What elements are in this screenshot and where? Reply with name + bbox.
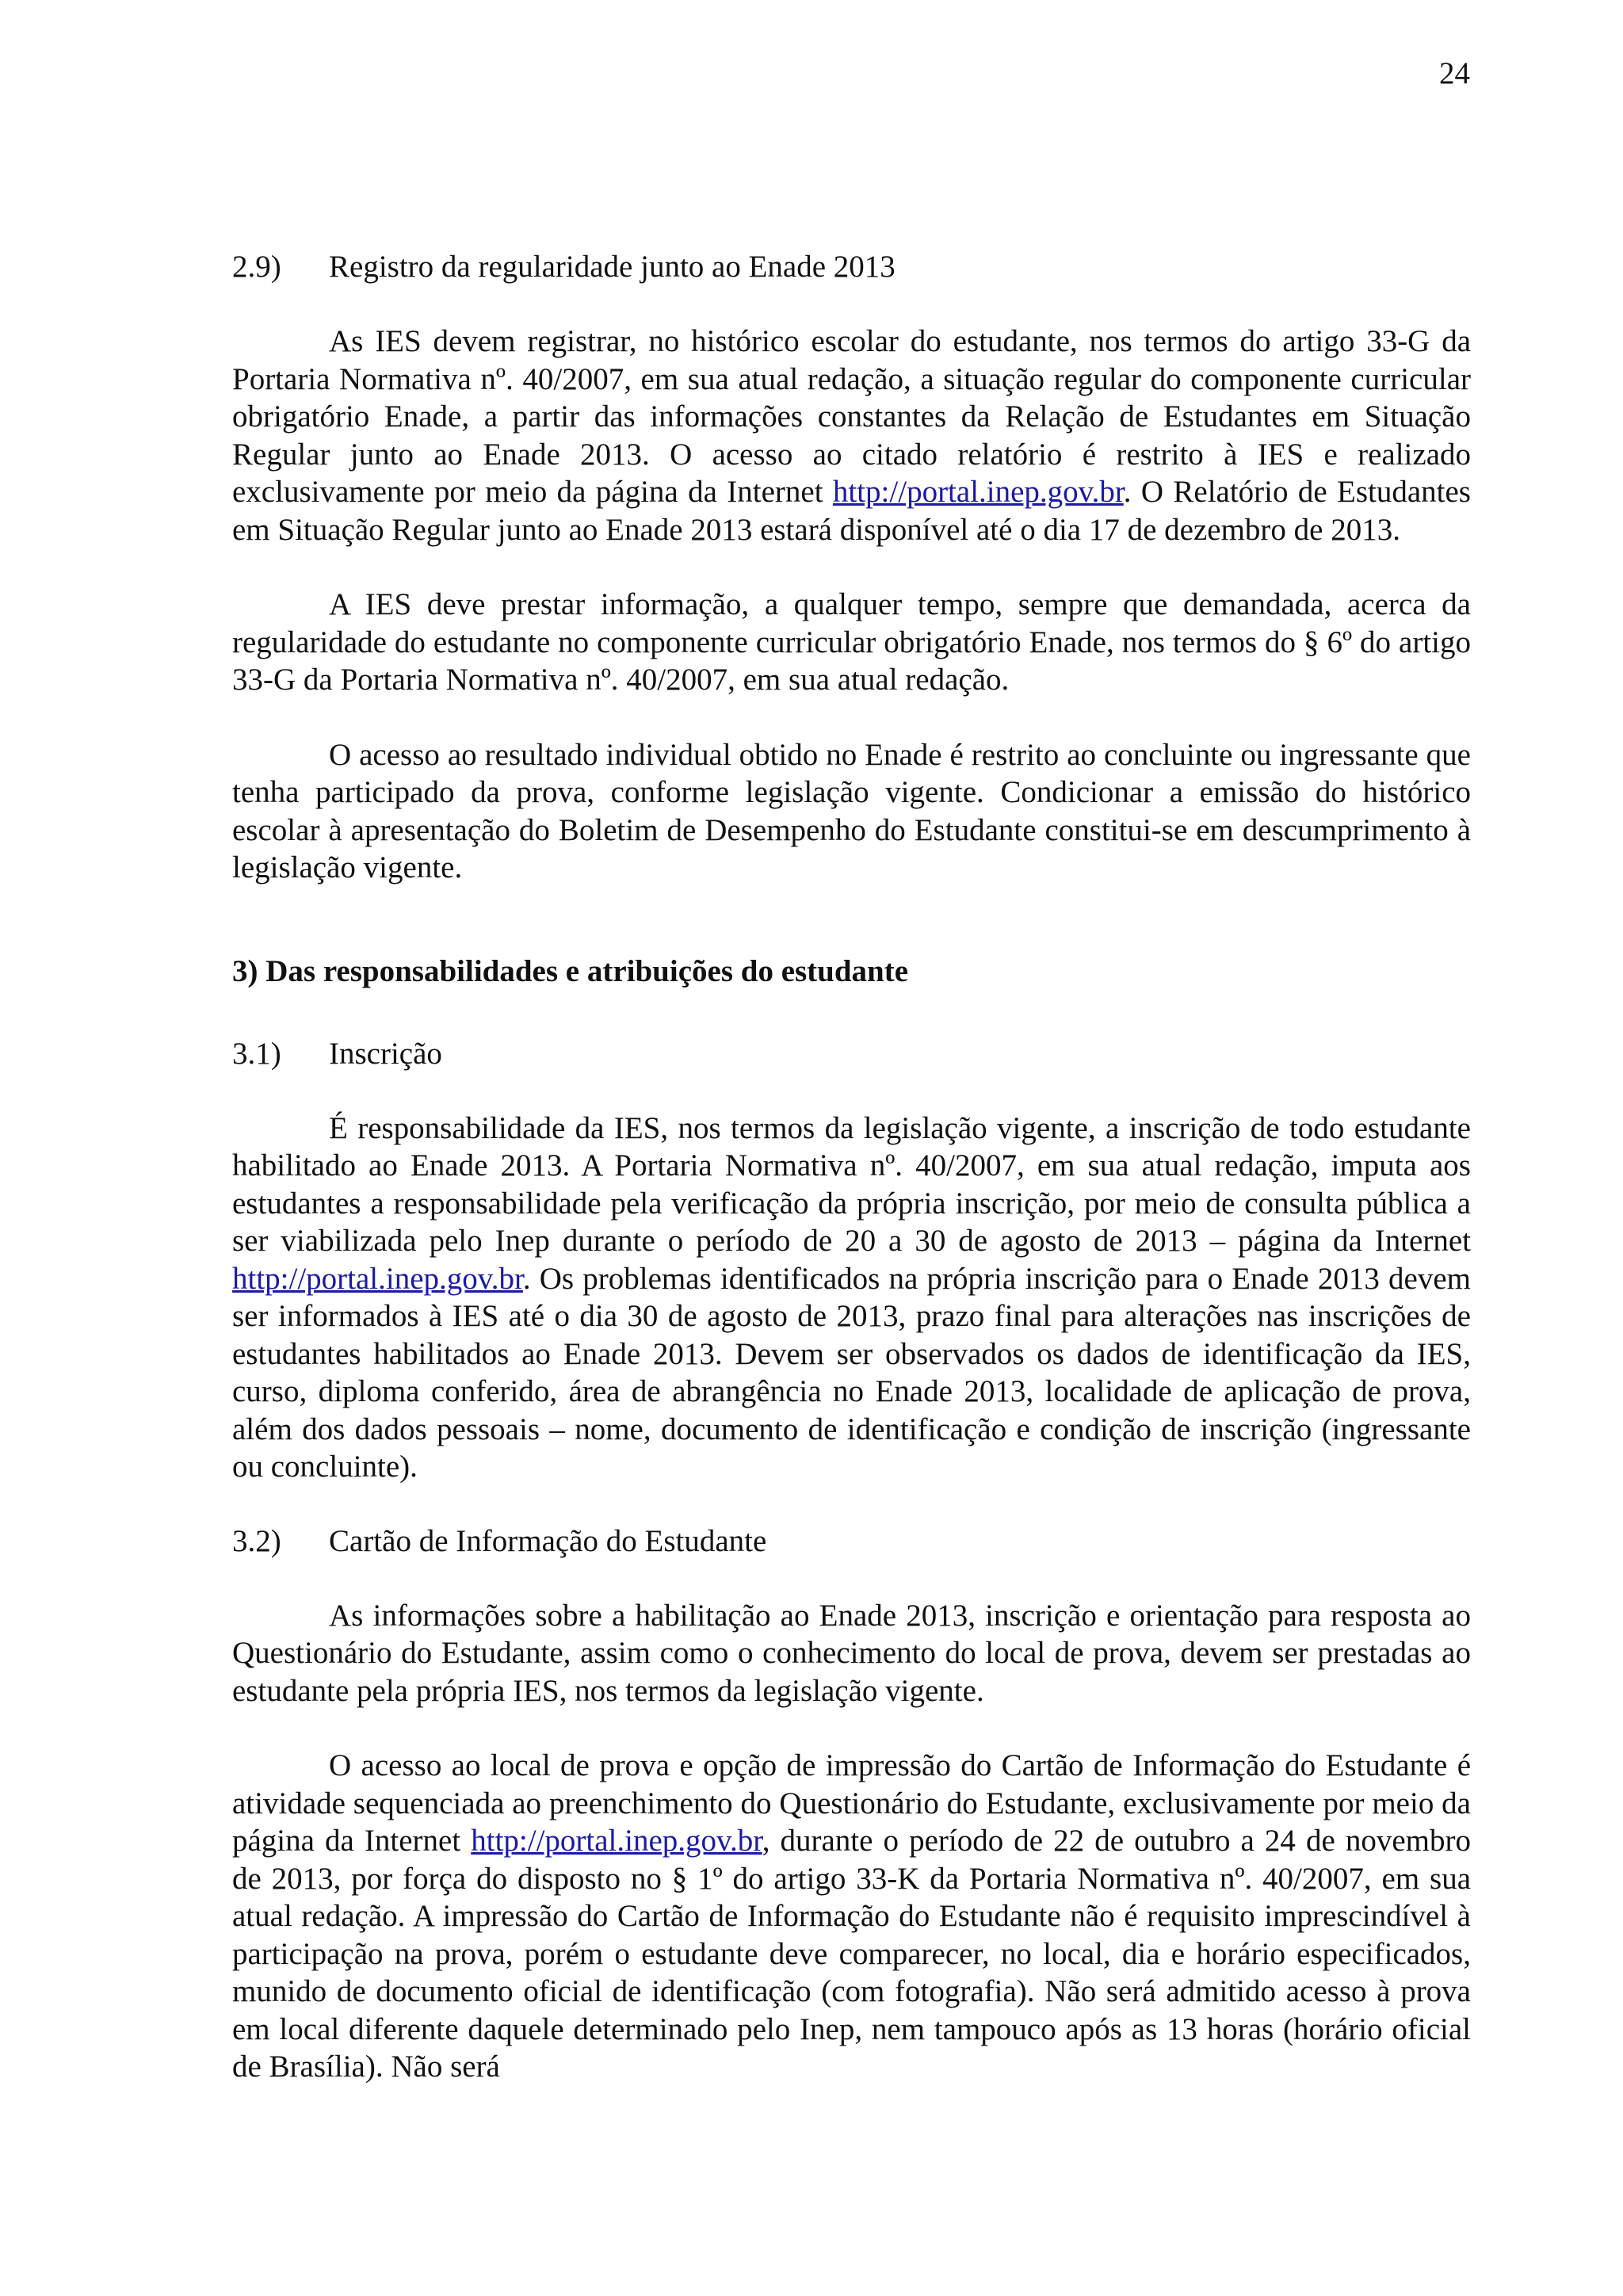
paragraph-2-9-3: O acesso ao resultado individual obtido no Enade é restrito ao concluinte ou ingressante que tenha participado da prova, conforme legislação vigente. Condicionar a emissão do histórico escolar à apresentação do Boletim de Desempenho do Estudante constitui-se em descumprimento à legislação vigente. xyxy=(232,737,1471,884)
paragraph-text: O acesso ao local de prova e opção de impressão do Cartão de Informação do Estudante é atividade sequenciada ao preenchimento do Questionário do Estudante, exclusivamente por meio da página da Internet xyxy=(232,1748,1471,1858)
section-number: 3.2) xyxy=(232,1523,281,1558)
paragraph-3-2-2 xyxy=(232,1747,1471,2086)
paragraph-text: . Os problemas identificados na própria inscrição para o Enade 2013 devem ser informados à IES até o dia 30 de agosto de 2013, prazo final para alterações nas inscrições de estudantes habilitados ao Enade 2013. Devem ser observados os dados de identificação da IES, curso, diploma conferido, área de abrangência no Enade 2013, localidade de aplicação de prova, além dos dados pessoais – nome, documento de identificação e condição de inscrição (ingressante ou concluinte). xyxy=(232,1261,1471,1484)
section-number: 2.9) xyxy=(232,250,281,284)
paragraph-text: É responsabilidade da IES, nos termos da legislação vigente, a inscrição de todo estudante habilitado ao Enade 2013. A Portaria Normativa nº. 40/2007, em sua atual redação, imputa aos estudantes a responsabilidade pela verificação da própria inscrição, por meio de consulta pública a ser viabilizada pelo Inep durante o período de 20 a 30 de agosto de 2013 – página da Internet xyxy=(232,1110,1471,1258)
section-number: 3.1) xyxy=(232,1036,281,1071)
inep-portal-link[interactable]: http://portal.inep.gov.br xyxy=(832,475,1124,509)
inep-portal-link[interactable]: http://portal.inep.gov.br xyxy=(232,1261,523,1296)
paragraph-2-9-2: A IES deve prestar informação, a qualquer tempo, sempre que demandada, acerca da regularidade do estudante no componente curricular obrigatório Enade, nos termos do § 6º do artigo 33-G da Portaria Normativa nº. 40/2007, em sua atual redação. xyxy=(232,587,1471,697)
section-2-9-heading xyxy=(232,249,1471,285)
section-3-2-heading xyxy=(232,1523,1471,1560)
section-title: Registro da regularidade junto ao Enade 2013 xyxy=(329,250,896,284)
section-3-1-heading xyxy=(232,1036,1471,1072)
paragraph-text: . O Relatório de Estudantes em Situação Regular junto ao Enade 2013 estará disponível até o dia 17 de dezembro de 2013. xyxy=(232,475,1471,547)
paragraph-2-9-1 xyxy=(232,323,1471,548)
section-title: Cartão de Informação do Estudante xyxy=(329,1523,767,1558)
section-3-heading: 3) Das responsabilidades e atribuições do estudante xyxy=(232,953,909,988)
paragraph-3-1-1 xyxy=(232,1110,1471,1486)
page-number: 24 xyxy=(1439,56,1470,90)
document-body xyxy=(232,249,1471,2086)
inep-portal-link[interactable]: http://portal.inep.gov.br xyxy=(471,1824,762,1858)
paragraph-text: As IES devem registrar, no histórico escolar do estudante, nos termos do artigo 33-G da Portaria Normativa nº. 40/2007, em sua atual redação, a situação regular do componente curricular obrigatório Enade, a partir das informações constantes da Relação de Estudantes em Situação Regular junto ao Enade 2013. O acesso ao citado relatório é restrito à IES e realizado exclusivamente por meio da página da Internet xyxy=(232,324,1471,509)
paragraph-3-2-1: As informações sobre a habilitação ao Enade 2013, inscrição e orientação para resposta ao Questionário do Estudante, assim como o conhecimento do local de prova, devem ser prestadas ao estudante pela própria IES, nos termos da legislação vigente. xyxy=(232,1598,1471,1708)
paragraph-text: , durante o período de 22 de outubro a 24 de novembro de 2013, por força do disposto no § 1º do artigo 33-K da Portaria Normativa nº. 40/2007, em sua atual redação. A impressão do Cartão de Informação do Estudante não é requisito imprescindível à participação na prova, porém o estudante deve comparecer, no local, dia e horário especificados, munido de documento oficial de identificação (com fotografia). Não será admitido acesso à prova em local diferente daquele determinado pelo Inep, nem tampouco após as 13 horas (horário oficial de Brasília). Não será xyxy=(232,1824,1471,2084)
section-title: Inscrição xyxy=(329,1036,442,1071)
